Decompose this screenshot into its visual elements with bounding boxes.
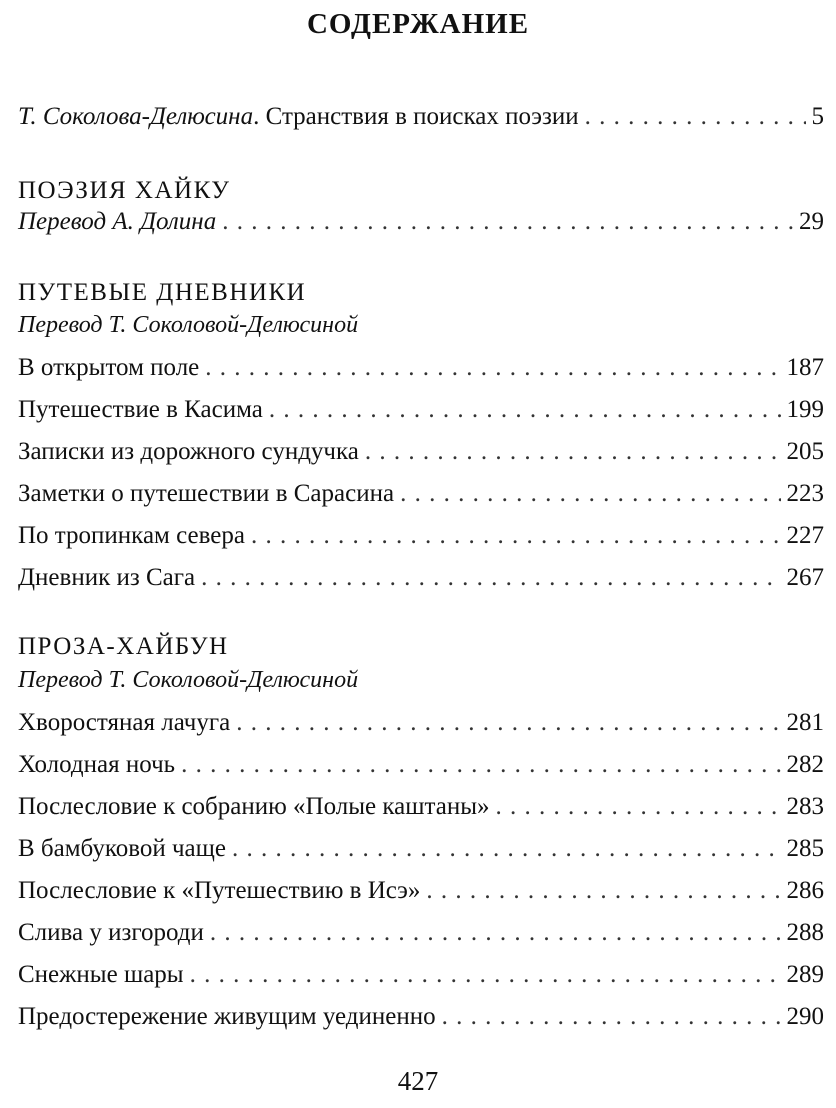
toc-page-number: 187 [786,354,824,381]
toc-page-number: 199 [786,396,824,423]
toc-page-number: 286 [786,877,824,904]
dot-leader [269,394,781,426]
toc-page-number: 285 [786,835,824,862]
toc-entry-label: Дневник из Сага [18,564,196,591]
dot-leader [585,101,806,133]
toc-entry-label: Снежные шары [18,961,184,988]
toc-page-number: 282 [786,751,824,778]
translator-credit: Перевод Т. Соколовой-Делюсиной [18,667,359,693]
toc-page-number: 267 [786,564,824,591]
toc-entry [18,352,824,384]
dot-leader [205,352,780,384]
toc-entry-label: По тропинкам севера [18,522,245,549]
dot-leader [232,833,781,865]
toc-entry [18,394,824,426]
toc-entry-haiku-translation [18,206,824,238]
toc-entry [18,833,824,865]
section-heading-travel-diaries: ПУТЕВЫЕ ДНЕВНИКИ [18,279,307,306]
dot-leader [201,562,780,594]
toc-page-number: 290 [786,1003,824,1030]
dot-leader [210,917,781,949]
toc-entry-intro [18,101,824,133]
toc-page-number: 29 [799,208,824,235]
translator-credit: Перевод Т. Соколовой-Делюсиной [18,312,359,338]
section-heading-haibun: ПРОЗА-ХАЙБУН [18,633,229,660]
toc-page-number: 223 [786,480,824,507]
dot-leader [496,791,781,823]
dot-leader [190,959,781,991]
toc-entry-label: В открытом поле [18,354,200,381]
toc-entry-label: Слива у изгороди [18,919,204,946]
intro-title: . Странствия в поисках поэзии [253,103,579,130]
toc-entry [18,707,824,739]
dot-leader [442,1001,781,1033]
toc-entry-label: Хворостяная лачуга [18,709,231,736]
toc-entry-label: В бамбуковой чаще [18,835,226,862]
toc-page-number: 288 [786,919,824,946]
toc-entry-label [18,101,579,133]
dot-leader [222,206,793,238]
toc-entry [18,436,824,468]
toc-entry [18,791,824,823]
translator-credit: Перевод А. Долина [18,208,217,235]
toc-entry [18,875,824,907]
toc-entry [18,917,824,949]
intro-author: Т. Соколова-Делюсина [18,103,254,130]
dot-leader [251,520,781,552]
toc-entry-label: Послесловие к собранию «Полые каштаны» [18,793,490,820]
toc-entry [18,478,824,510]
toc-entry-label: Заметки о путешествии в Сарасина [18,480,395,507]
page-number: 427 [397,1066,439,1096]
page-title: СОДЕРЖАНИЕ [306,8,530,40]
toc-page-number: 281 [786,709,824,736]
toc-page-number: 227 [786,522,824,549]
toc-page-number: 283 [786,793,824,820]
toc-entry-label: Предостережение живущим уединенно [18,1003,436,1030]
dot-leader [181,749,780,781]
toc-entry-label: Записки из дорожного сундучка [18,438,359,465]
dot-leader [426,875,780,907]
toc-page-number: 289 [786,961,824,988]
section-heading-haiku: ПОЭЗИЯ ХАЙКУ [18,177,231,204]
toc-page-number: 205 [786,438,824,465]
toc-entry [18,520,824,552]
toc-entry [18,1001,824,1033]
dot-leader [400,478,780,510]
toc-entry-label: Холодная ночь [18,751,176,778]
dot-leader [236,707,780,739]
toc-entry [18,959,824,991]
toc-entry-label: Путешествие в Касима [18,396,263,423]
toc-page-number: 5 [811,103,824,130]
toc-entry [18,562,824,594]
toc-entry [18,749,824,781]
toc-entry-label: Послесловие к «Путешествию в Исэ» [18,877,421,904]
dot-leader [365,436,781,468]
